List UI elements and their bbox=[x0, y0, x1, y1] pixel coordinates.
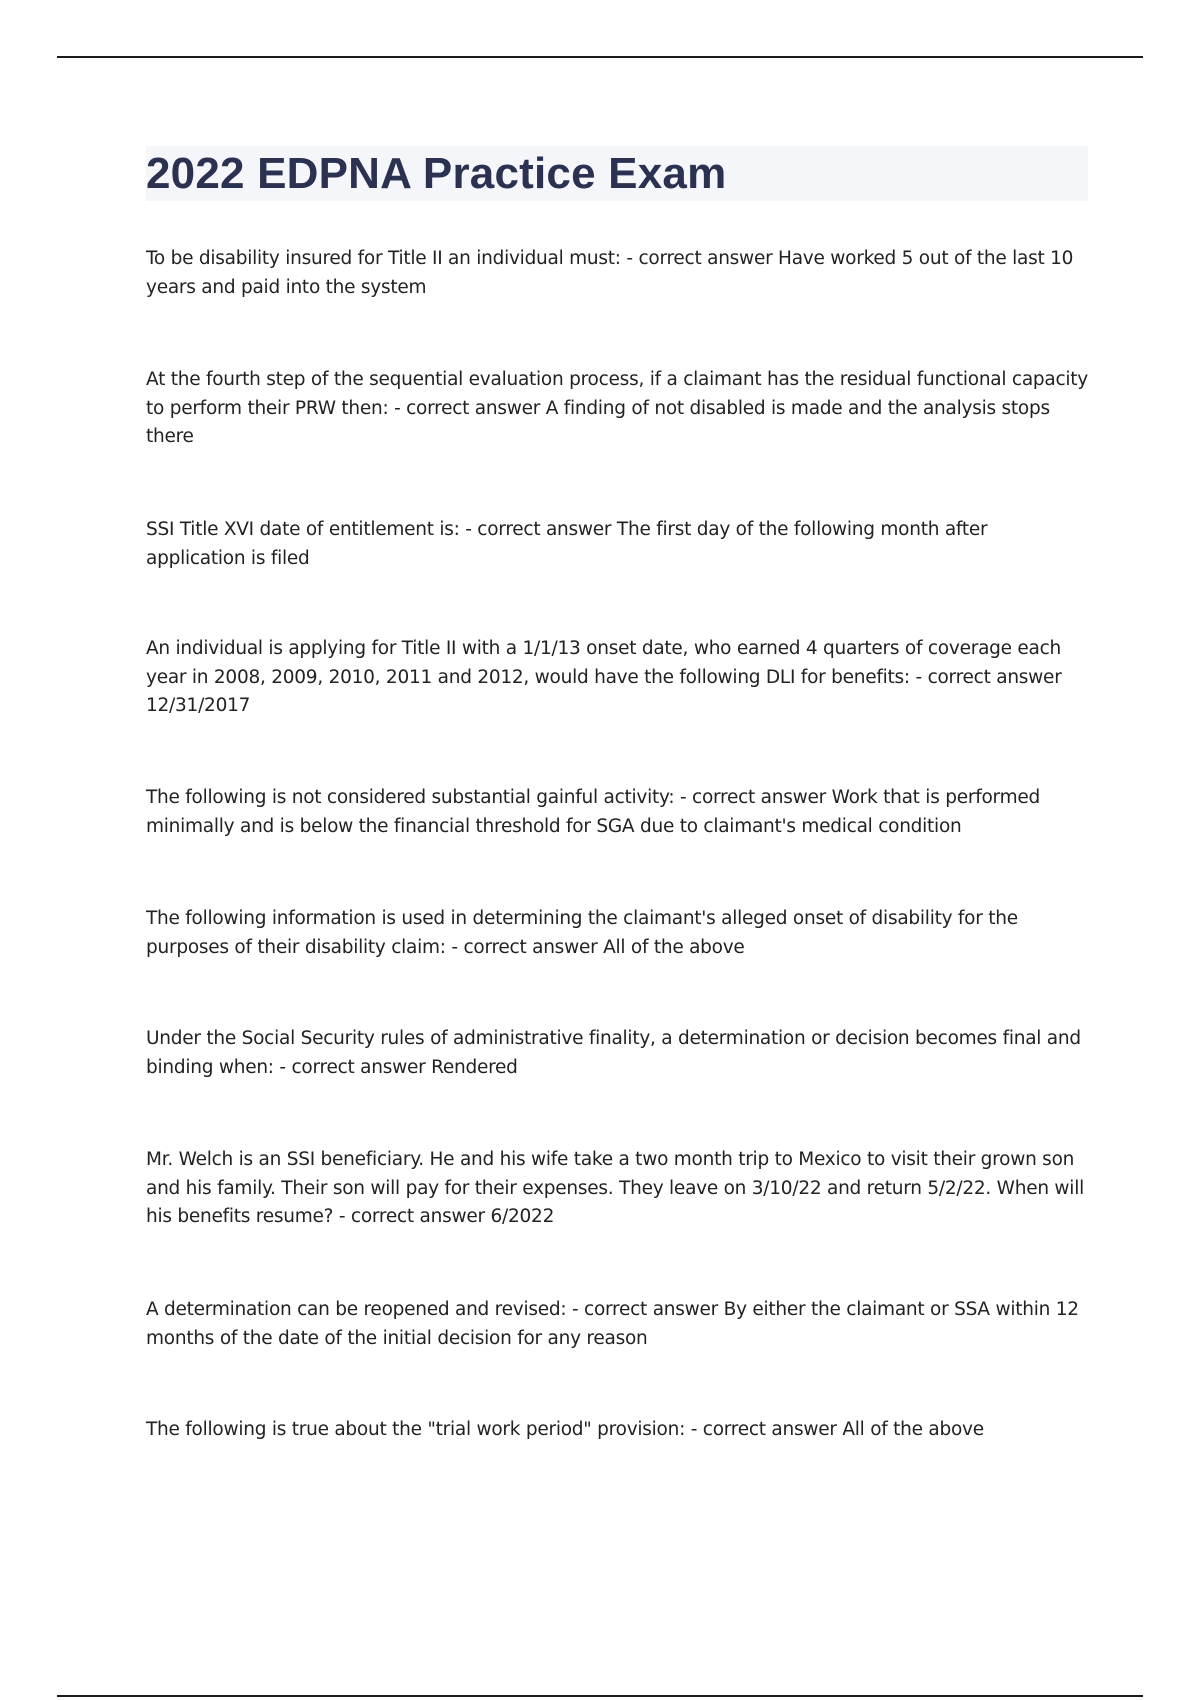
qa-item: Under the Social Security rules of administrative finality, a determination or decision becomes final and binding when: - correct answer Rendered bbox=[146, 1028, 1081, 1078]
qa-item: The following is true about the "trial work period" provision: - correct answer All of the above bbox=[146, 1419, 984, 1440]
qa-item: The following information is used in determining the claimant's alleged onset of disability for the purposes of their disability claim: - correct answer All of the above bbox=[146, 908, 1018, 958]
bottom-rule bbox=[57, 1695, 1143, 1697]
qa-item: An individual is applying for Title II with a 1/1/13 onset date, who earned 4 quarters of coverage each year in 2008, 2009, 2010, 2011 and 2012, would have the following DLI for benefits: - correct answer 12/31/2017 bbox=[146, 638, 1062, 716]
page-title: 2022 EDPNA Practice Exam bbox=[146, 149, 727, 198]
qa-item: Mr. Welch is an SSI beneficiary. He and his wife take a two month trip to Mexico to visit their grown son and his family. Their son will pay for their expenses. They leave on 3/10/22 and return 5/2/22. When will his benefits resume? - correct answer 6/2022 bbox=[146, 1149, 1084, 1227]
qa-item: SSI Title XVI date of entitlement is: - correct answer The first day of the following month after application is filed bbox=[146, 519, 988, 569]
qa-item: A determination can be reopened and revised: - correct answer By either the claimant or SSA within 12 months of the date of the initial decision for any reason bbox=[146, 1299, 1079, 1349]
qa-item: The following is not considered substantial gainful activity: - correct answer Work that is performed minimally and is below the financial threshold for SGA due to claimant's medical condition bbox=[146, 787, 1040, 837]
top-rule bbox=[57, 56, 1143, 58]
qa-item: At the fourth step of the sequential evaluation process, if a claimant has the residual functional capacity to perform their PRW then: - correct answer A finding of not disabled is made and the analysis stops there bbox=[146, 369, 1089, 447]
qa-item: To be disability insured for Title II an individual must: - correct answer Have worked 5 out of the last 10 years and paid into the system bbox=[146, 248, 1074, 298]
